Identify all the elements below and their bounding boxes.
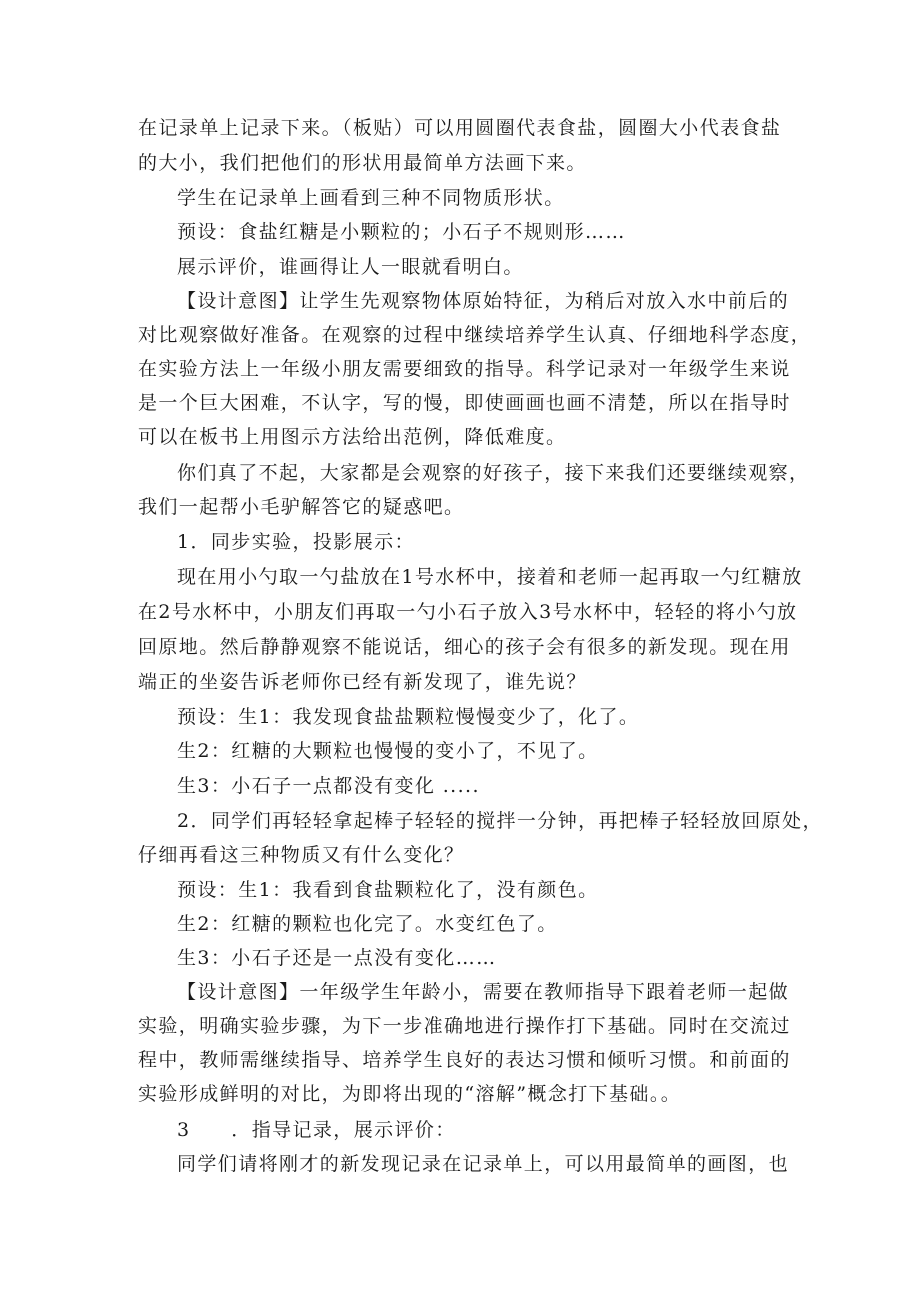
text-line: 实验形成鲜明的对比，为即将出现的“溶解”概念打下基础。。 — [138, 1083, 682, 1105]
text-line: 预设：生1：我发现食盐盐颗粒慢慢变少了，化了。 — [177, 706, 640, 728]
section-heading: 1．同步实验，投影展示： — [177, 531, 415, 553]
text-line: 生3：小石子还是一点没有变化…… — [177, 947, 497, 969]
section-heading: 2．同学们再轻轻拿起棒子轻轻的搅拌一分钟，再把棒子轻轻放回原处， — [177, 810, 823, 832]
text-line: 学生在记录单上画看到三种不同物质形状。 — [177, 187, 565, 209]
text-line: 生2：红糖的颗粒也化完了。水变红色了。 — [177, 913, 558, 935]
text-line: 展示评价，谁画得让人一眼就看明白。 — [177, 256, 524, 278]
text-line: 生2：红糖的大颗粒也慢慢的变小了，不见了。 — [177, 740, 599, 762]
text-line: 对比观察做好准备。在观察的过程中继续培养学生认真、仔细地科学态度， — [138, 324, 812, 346]
text-line: 仔细再看这三种物质又有什么变化？ — [138, 844, 465, 866]
text-line: 在实验方法上一年级小朋友需要细致的指导。科学记录对一年级学生来说 — [138, 358, 791, 380]
text-line: 预设：食盐红糖是小颗粒的；小石子不规则形…… — [177, 221, 626, 243]
section-heading: 3 ．指导记录，展示评价： — [177, 1119, 456, 1141]
text-line: 在2号水杯中，小朋友们再取一勺小石子放入3号水杯中，轻轻的将小勺放 — [138, 601, 798, 623]
text-line: 同学们请将刚才的新发现记录在记录单上，可以用最简单的画图，也 — [177, 1153, 790, 1175]
text-line: 生3：小石子一点都没有变化 ..... — [177, 775, 480, 797]
text-line: 你们真了不起，大家都是会观察的好孩子，接下来我们还要继续观察， — [177, 462, 810, 484]
text-line: 实验，明确实验步骤，为下一步准确地进行操作打下基础。同时在交流过 — [138, 1015, 791, 1037]
text-line: 端正的坐姿告诉老师你已经有新发现了，谁先说？ — [138, 671, 587, 693]
text-line: 预设：生1：我看到食盐颗粒化了，没有颜色。 — [177, 879, 599, 901]
text-line: 程中，教师需继续指导、培养学生良好的表达习惯和倾听习惯。和前面的 — [138, 1049, 791, 1071]
text-line: 现在用小勺取一勺盐放在1号水杯中，接着和老师一起再取一勺红糖放 — [177, 566, 803, 588]
text-line: 可以在板书上用图示方法给出范例，降低难度。 — [138, 426, 567, 448]
design-intent-paragraph: 【设计意图】一年级学生年龄小，需要在教师指导下跟着老师一起做 — [177, 981, 790, 1003]
text-line: 是一个巨大困难，不认字，写的慢，即使画画也画不清楚，所以在指导时 — [138, 392, 791, 414]
text-line: 我们一起帮小毛驴解答它的疑惑吧。 — [138, 496, 465, 518]
text-line: 的大小，我们把他们的形状用最简单方法画下来。 — [138, 152, 587, 174]
design-intent-paragraph: 【设计意图】让学生先观察物体原始特征，为稍后对放入水中前后的 — [177, 290, 790, 312]
text-line: 回原地。然后静静观察不能说话，细心的孩子会有很多的新发现。现在用 — [138, 636, 791, 658]
text-line: 在记录单上记录下来。（板贴）可以用圆圈代表食盐，圆圈大小代表食盐 — [138, 117, 782, 139]
